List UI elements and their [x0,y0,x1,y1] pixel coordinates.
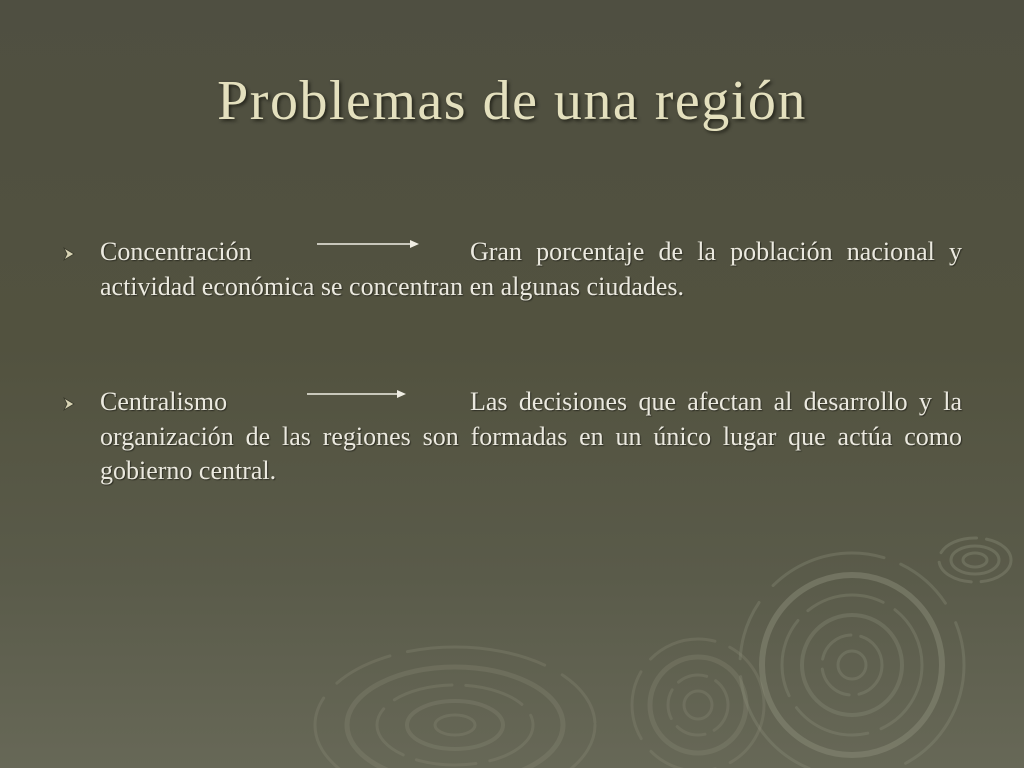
definition-text: Gran porcentaje de la población nacional y actividad económica se concentran en algunas ciudades. [100,237,962,301]
ring-group-large [740,553,964,768]
ring-group-small [939,538,1011,582]
ring-group-bottom [315,647,595,768]
bullet-item-centralismo [100,385,962,489]
term-label [100,235,315,270]
term-text: Centralismo [100,387,228,416]
arrow-bullet-icon [62,247,76,261]
right-arrow-icon [305,388,470,400]
ring-group-middle [632,639,764,768]
definition-text: Las decisiones que afectan al desarrollo y la organización de las regiones son formadas en un único lugar que actúa como gobierno central. [100,387,962,485]
right-arrow-icon [315,238,470,250]
arrow-bullet-icon [62,397,76,411]
term-text: Concentración [100,237,252,266]
bullet-item-concentracion [100,235,962,304]
term-label [100,385,305,420]
slide-title: Problemas de una región [217,70,807,132]
